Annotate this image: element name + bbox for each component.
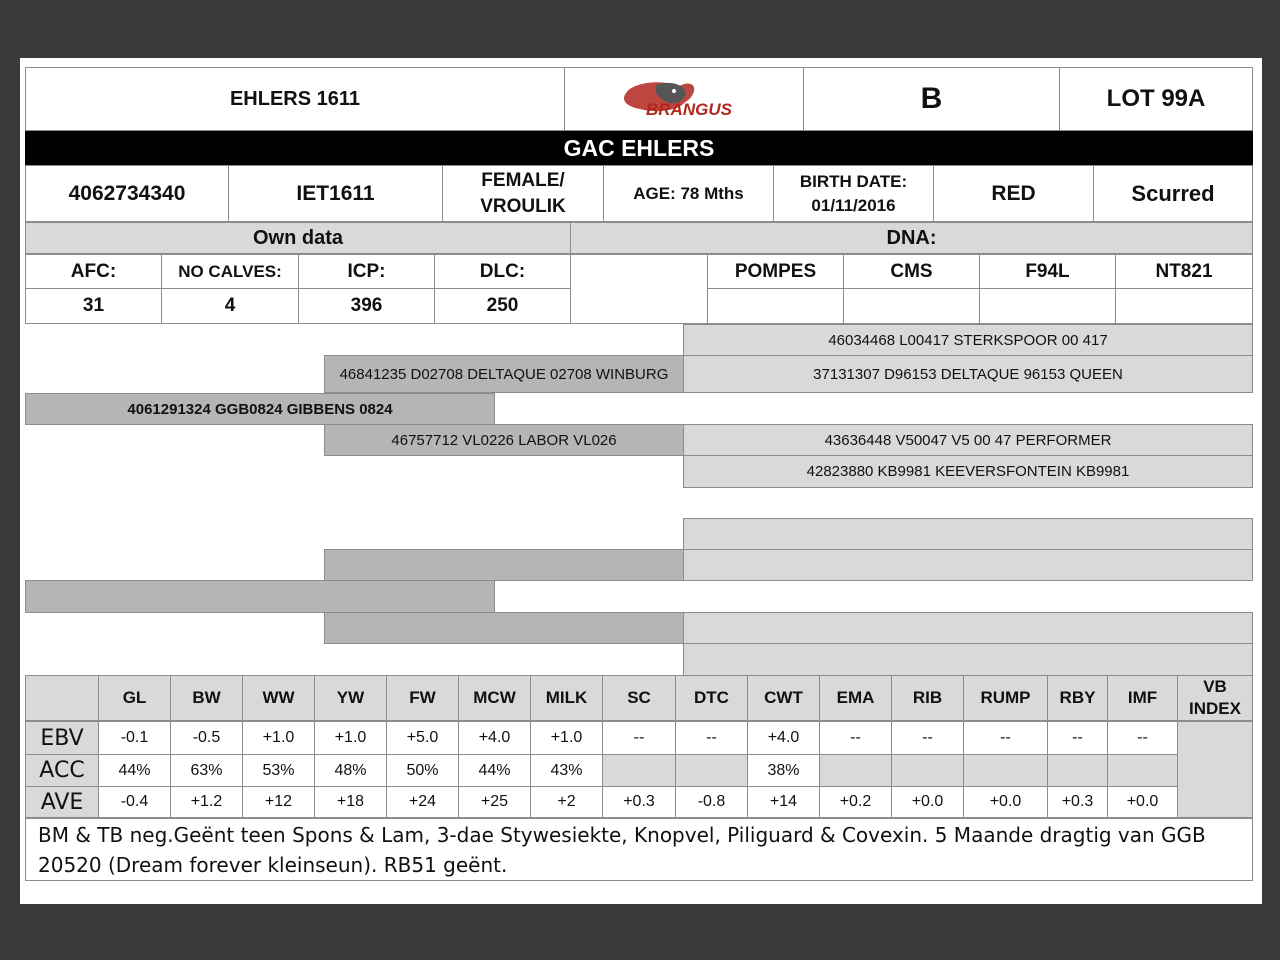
pedigree-dds-empty [683, 612, 1253, 644]
ebv-cell: -- [675, 721, 748, 755]
ebv-cell: 50% [386, 754, 459, 787]
horn-status: Scurred [1093, 165, 1253, 222]
ebv-col-header: YW [314, 675, 387, 721]
ebv-cell: 44% [458, 754, 531, 787]
ebv-col-header: WW [242, 675, 315, 721]
pedigree-sds: 43636448 V50047 V5 00 47 PERFORMER [683, 424, 1253, 456]
ebv-col-header: EMA [819, 675, 892, 721]
ebv-cell: +14 [747, 786, 820, 818]
ebv-cell: +1.0 [530, 721, 603, 755]
dna-f94l-label: F94L [979, 254, 1116, 289]
ebv-cell: -- [1107, 721, 1178, 755]
pedigree-dss-empty [683, 518, 1253, 550]
ebv-row-label: AVE [25, 786, 99, 818]
dna-pompes-label: POMPES [707, 254, 844, 289]
pedigree-sire-sire: 46841235 D02708 DELTAQUE 02708 WINBURG [324, 355, 684, 393]
ebv-cell: 38% [747, 754, 820, 787]
dna-nt821-value [1115, 288, 1253, 324]
ebv-cell [1047, 754, 1108, 787]
ebv-cell [819, 754, 892, 787]
ebv-cell: +12 [242, 786, 315, 818]
vb-index-line2: INDEX [1189, 699, 1241, 718]
ebv-cell: -- [963, 721, 1048, 755]
ebv-cell: 48% [314, 754, 387, 787]
sex-line2: VROULIK [480, 195, 566, 217]
animal-name: EHLERS 1611 [25, 67, 565, 131]
ebv-cell: 43% [530, 754, 603, 787]
pedigree-dam-dam-empty [324, 612, 684, 644]
ebv-cell: +0.0 [891, 786, 964, 818]
ebv-cell [675, 754, 748, 787]
ebv-cell: -0.1 [98, 721, 171, 755]
vb-index-value [1177, 721, 1253, 818]
ebv-col-header: FW [386, 675, 459, 721]
ebv-col-header: MILK [530, 675, 603, 721]
ebv-cell: +0.3 [1047, 786, 1108, 818]
animal-id: IET1611 [228, 165, 443, 222]
vb-index-header [1177, 675, 1253, 721]
dna-cms-value [843, 288, 980, 324]
dna-cms-label: CMS [843, 254, 980, 289]
ebv-col-header: RUMP [963, 675, 1048, 721]
ebv-cell: +4.0 [747, 721, 820, 755]
pedigree-dsd-empty [683, 549, 1253, 581]
ebv-col-header: CWT [747, 675, 820, 721]
ebv-col-header: RBY [1047, 675, 1108, 721]
sex-cell [442, 165, 604, 222]
ebv-cell: +5.0 [386, 721, 459, 755]
no-calves-value: 4 [161, 288, 299, 324]
dna-pompes-value [707, 288, 844, 324]
notes: BM & TB neg.Geënt teen Spons & Lam, 3-dae Stywesiekte, Knopvel, Piliguard & Covexin. 5 Maande dragtig van GGB 20520 (Dream forever kleinseun). RB51 geënt. [25, 818, 1253, 881]
ebv-corner-cell [25, 675, 99, 721]
ebv-cell: 63% [170, 754, 243, 787]
pedigree-ssd: 37131307 D96153 DELTAQUE 96153 QUEEN [683, 355, 1253, 393]
ebv-cell: +0.3 [602, 786, 676, 818]
ebv-cell: -0.8 [675, 786, 748, 818]
pedigree-sdd: 42823880 KB9981 KEEVERSFONTEIN KB9981 [683, 455, 1253, 488]
birth-date: 01/11/2016 [811, 195, 896, 215]
ebv-row-label: EBV [25, 721, 99, 755]
afc-label: AFC: [25, 254, 162, 289]
ebv-cell [1107, 754, 1178, 787]
sex-line1: FEMALE/ [481, 169, 565, 191]
ebv-cell: -0.4 [98, 786, 171, 818]
icp-label: ICP: [298, 254, 435, 289]
title-bar: GAC EHLERS [25, 131, 1253, 165]
ebv-cell: +0.2 [819, 786, 892, 818]
ebv-cell: +2 [530, 786, 603, 818]
ebv-row-label: ACC [25, 754, 99, 787]
lot-number: LOT 99A [1059, 67, 1253, 131]
pedigree-ddd-empty [683, 643, 1253, 676]
ebv-cell: -0.5 [170, 721, 243, 755]
pedigree-dam-sire-empty [324, 549, 684, 581]
color: RED [933, 165, 1094, 222]
ebv-cell: +1.0 [314, 721, 387, 755]
ebv-col-header: IMF [1107, 675, 1178, 721]
ebv-cell: +1.0 [242, 721, 315, 755]
dna-empty-cell [570, 254, 708, 324]
own-data-heading: Own data [25, 222, 571, 254]
ebv-cell [891, 754, 964, 787]
logo-text: BRANGUS [646, 100, 732, 119]
pedigree-sire-dam: 46757712 VL0226 LABOR VL026 [324, 424, 684, 456]
ebv-cell: 44% [98, 754, 171, 787]
ebv-cell: -- [1047, 721, 1108, 755]
ebv-col-header: BW [170, 675, 243, 721]
ebv-cell: +1.2 [170, 786, 243, 818]
age: AGE: 78 Mths [603, 165, 774, 222]
vb-index-line1: VB [1203, 677, 1227, 696]
grade-letter: B [803, 67, 1060, 131]
ebv-cell [602, 754, 676, 787]
brangus-logo [564, 67, 804, 131]
ebv-cell: 53% [242, 754, 315, 787]
ebv-cell: +24 [386, 786, 459, 818]
afc-value: 31 [25, 288, 162, 324]
registration-number: 4062734340 [25, 165, 229, 222]
ebv-col-header: SC [602, 675, 676, 721]
dna-nt821-label: NT821 [1115, 254, 1253, 289]
dlc-value: 250 [434, 288, 571, 324]
ebv-cell: +0.0 [1107, 786, 1178, 818]
pedigree-sss: 46034468 L00417 STERKSPOOR 00 417 [683, 324, 1253, 356]
icp-value: 396 [298, 288, 435, 324]
pedigree-dam-empty [25, 580, 495, 613]
ebv-cell: +4.0 [458, 721, 531, 755]
ebv-cell [963, 754, 1048, 787]
dna-f94l-value [979, 288, 1116, 324]
lot-card [20, 58, 1262, 904]
ebv-cell: +25 [458, 786, 531, 818]
ebv-col-header: MCW [458, 675, 531, 721]
no-calves-label: NO CALVES: [161, 254, 299, 289]
ebv-cell: -- [891, 721, 964, 755]
ebv-col-header: RIB [891, 675, 964, 721]
birth-date-label: BIRTH DATE: [799, 171, 908, 191]
ebv-col-header: GL [98, 675, 171, 721]
ebv-cell: -- [602, 721, 676, 755]
dlc-label: DLC: [434, 254, 571, 289]
ebv-col-header: DTC [675, 675, 748, 721]
birth-date-cell [773, 165, 934, 222]
ebv-cell: +0.0 [963, 786, 1048, 818]
dna-heading: DNA: [570, 222, 1253, 254]
pedigree-sire: 4061291324 GGB0824 GIBBENS 0824 [25, 393, 495, 425]
ebv-cell: +18 [314, 786, 387, 818]
ebv-cell: -- [819, 721, 892, 755]
